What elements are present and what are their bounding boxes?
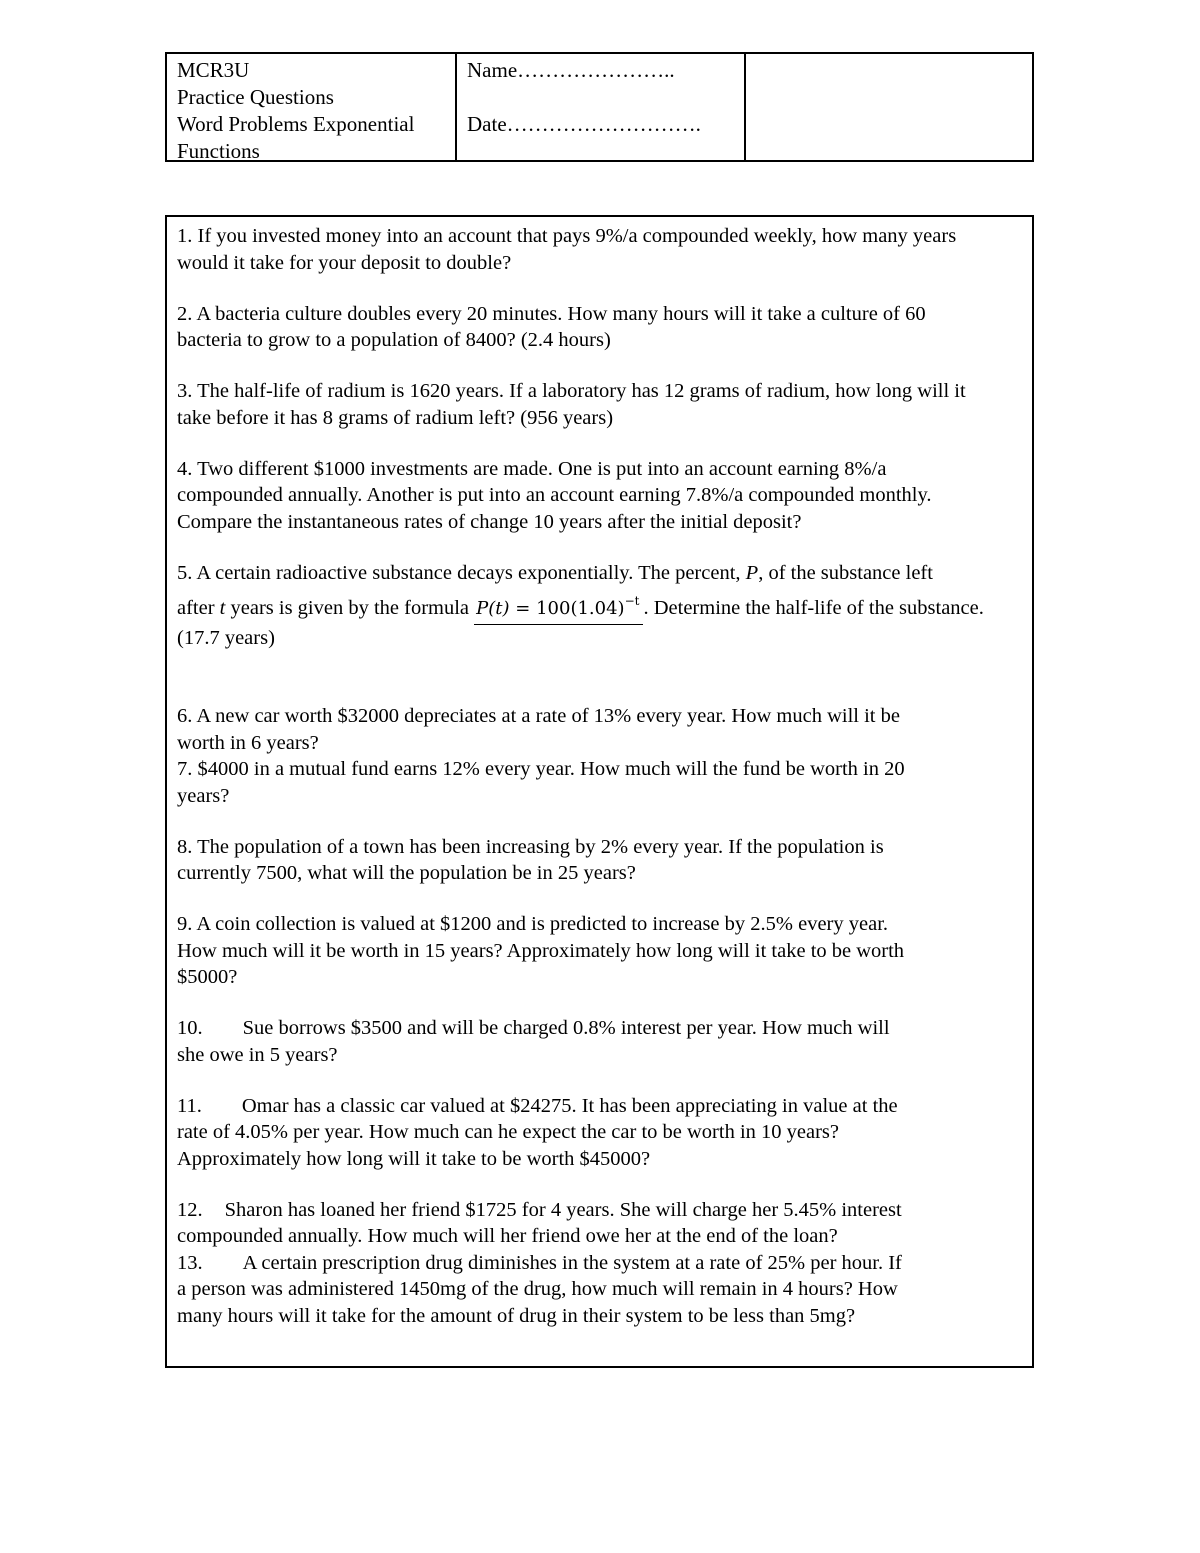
question-number: 13. — [177, 1251, 203, 1274]
question-12 — [177, 1197, 1032, 1250]
question-12-line1 — [177, 1197, 1032, 1224]
question-3-line2: take before it has 8 grams of radium left? (956 years) — [177, 406, 614, 429]
question-6 — [177, 703, 1032, 756]
q5-text: after — [177, 597, 220, 619]
question-11-line2: rate of 4.05% per year. How much can he expect the car to be worth in 10 years? — [177, 1121, 839, 1143]
name-date-cell — [457, 54, 746, 160]
question-11-line1 — [177, 1093, 1032, 1120]
question-3-line1: 3. The half-life of radium is 1620 years. If a laboratory has 12 grams of radium, how long will it — [177, 380, 966, 402]
question-number: 12. — [177, 1198, 203, 1221]
question-2 — [177, 301, 1032, 354]
question-7-line1: 7. $4000 in a mutual fund earns 12% every year. How much will the fund be worth in 20 — [177, 758, 905, 780]
worksheet-title-line2: Word Problems Exponential — [177, 112, 415, 136]
questions-box — [165, 215, 1034, 1368]
question-12-line2: compounded annually. How much will her friend owe her at the end of the loan? — [177, 1225, 838, 1247]
course-info-cell — [167, 54, 457, 163]
question-2-line1: 2. A bacteria culture doubles every 20 minutes. How many hours will it take a culture of 60 — [177, 302, 926, 325]
variable-t: t — [219, 597, 226, 619]
question-13-line1 — [177, 1250, 1032, 1277]
header-table — [165, 52, 1034, 162]
question-7-line2: years? — [177, 784, 230, 807]
question-5-line2 — [177, 590, 1032, 625]
question-2-line2: bacteria to grow to a population of 8400? (2.4 hours) — [177, 329, 611, 351]
decay-formula — [474, 590, 643, 625]
question-8-line1: 8. The population of a town has been increasing by 2% every year. If the population is — [177, 835, 884, 858]
worksheet-title-line1: Practice Questions — [177, 85, 334, 109]
formula-rhs: = 100(1.04) — [509, 598, 625, 619]
formula-lhs: P(t) — [476, 598, 510, 619]
question-9-line2: How much will it be worth in 15 years? Approximately how long will it take to be worth — [177, 939, 905, 962]
date-field[interactable]: Date………………………. — [467, 112, 701, 136]
question-11 — [177, 1093, 1032, 1173]
question-9-line3: $5000? — [177, 966, 238, 988]
question-4 — [177, 456, 1032, 536]
question-1-line2: would it take for your deposit to double? — [177, 251, 512, 274]
question-4-line1: 4. Two different $1000 investments are made. One is put into an account earning 8%/a — [177, 457, 887, 480]
formula-exponent: −t — [624, 594, 640, 608]
question-10 — [177, 1015, 1032, 1068]
question-1-line1: 1. If you invested money into an account that pays 9%/a compounded weekly, how many years — [177, 225, 957, 247]
question-3 — [177, 378, 1032, 431]
question-9-line1: 9. A coin collection is valued at $1200 and is predicted to increase by 2.5% every year. — [177, 913, 889, 935]
worksheet-title-line3: Functions — [177, 139, 260, 163]
question-text: Omar has a classic car valued at $24275. It has been appreciating in value at the — [241, 1094, 898, 1117]
variable-p: P — [745, 561, 759, 584]
q5-text: , of the substance left — [758, 561, 933, 584]
question-13 — [177, 1250, 1032, 1330]
question-number: 11. — [177, 1094, 202, 1117]
question-8-line2: currently 7500, what will the population be in 25 years? — [177, 862, 636, 884]
question-4-line2: compounded annually. Another is put into an account earning 7.8%/a compounded monthly. — [177, 484, 932, 506]
blank-mark-cell — [746, 54, 1032, 160]
question-text: A certain prescription drug diminishes in the system at a rate of 25% per hour. If — [242, 1251, 902, 1274]
question-9 — [177, 911, 1032, 991]
question-7 — [177, 756, 1032, 809]
q5-text: . Determine the half-life of the substance. — [643, 597, 984, 619]
question-number: 10. — [177, 1017, 203, 1039]
question-1 — [177, 223, 1032, 276]
question-10-line1 — [177, 1015, 1032, 1042]
question-11-line3: Approximately how long will it take to be worth $45000? — [177, 1147, 651, 1170]
question-5-line3: (17.7 years) — [177, 626, 275, 649]
course-code: MCR3U — [177, 58, 250, 82]
question-text: Sharon has loaned her friend $1725 for 4 years. She will charge her 5.45% interest — [224, 1198, 902, 1221]
question-5 — [177, 560, 1032, 652]
name-field[interactable]: Name………………….. — [467, 58, 675, 82]
q5-text: 5. A certain radioactive substance decays exponentially. The percent, — [177, 561, 746, 584]
question-13-line3: many hours will it take for the amount of drug in their system to be less than 5mg? — [177, 1304, 856, 1327]
question-8 — [177, 834, 1032, 887]
question-6-line2: worth in 6 years? — [177, 731, 319, 754]
q5-text: years is given by the formula — [225, 597, 475, 619]
question-6-line1: 6. A new car worth $32000 depreciates at a rate of 13% every year. How much will it be — [177, 705, 900, 727]
question-5-line1 — [177, 560, 1032, 587]
question-13-line2: a person was administered 1450mg of the drug, how much will remain in 4 hours? How — [177, 1278, 898, 1300]
question-text: Sue borrows $3500 and will be charged 0.8% interest per year. How much will — [242, 1017, 890, 1039]
question-10-line2: she owe in 5 years? — [177, 1043, 338, 1066]
question-4-line3: Compare the instantaneous rates of change 10 years after the initial deposit? — [177, 510, 802, 533]
